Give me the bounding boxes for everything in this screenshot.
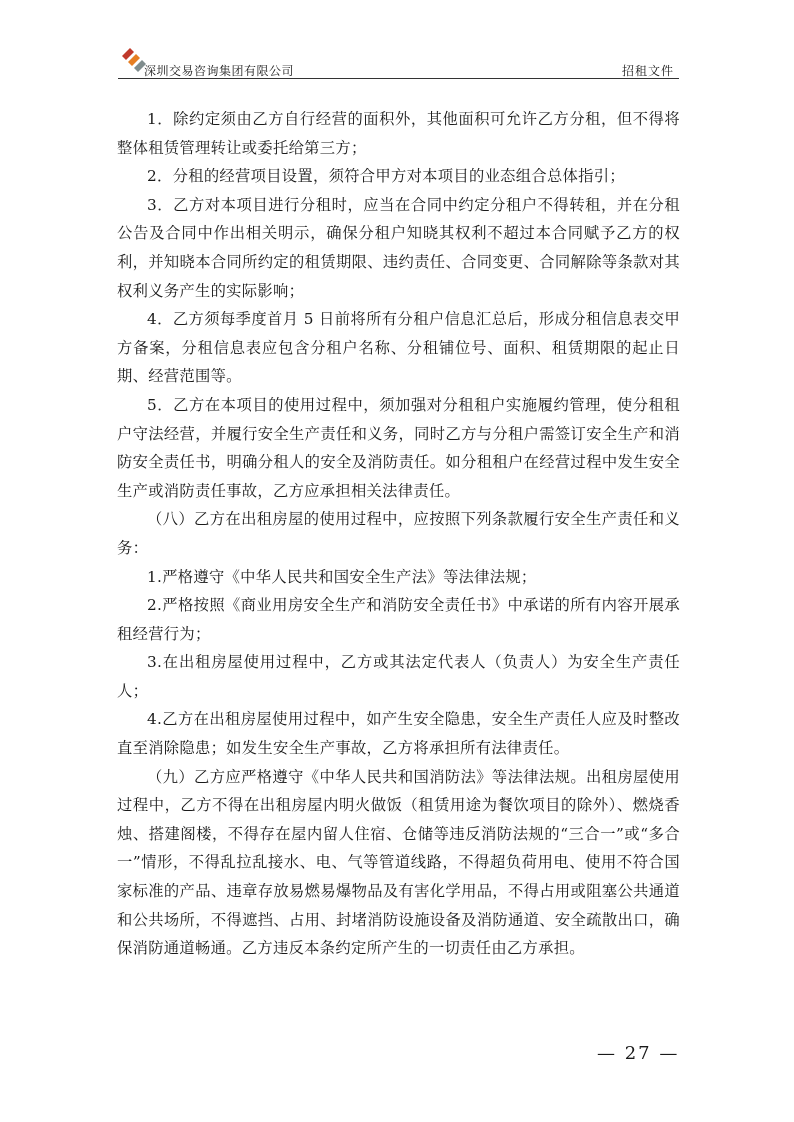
document-body: [117, 105, 680, 963]
clause-paragraph: 1.严格遵守《中华人民共和国安全生产法》等法律法规；: [147, 567, 537, 586]
header-divider: [118, 78, 679, 79]
clause-paragraph: 1．除约定须由乙方自行经营的面积外，其他面积可允许乙方分租，但不得将整体租赁管理转让或委托给第三方；: [117, 110, 680, 157]
clause-paragraph: 5．乙方在本项目的使用过程中，须加强对分租租户实施履约管理，使分租租户守法经营，并履行安全生产责任和义务，同时乙方与分租户需签订安全生产和消防安全责任书，明确分租人的安全及消防责任。如分租租户在经营过程中发生安全生产或消防责任事故，乙方应承担相关法律责任。: [117, 395, 680, 500]
section-paragraph: （九）乙方应严格遵守《中华人民共和国消防法》等法律法规。出租房屋使用过程中，乙方不得在出租房屋内明火做饭（租赁用途为餐饮项目的除外）、燃烧香烛、搭建阁楼，不得存在屋内留人住宿、仓储等违反消防法规的“三合一”或“多合一”情形，不得乱拉乱接水、电、气等管道线路，不得超负荷用电、使用不符合国家标准的产品、违章存放易燃易爆物品及有害化学用品，不得占用或阻塞公共通道和公共场所，不得遮挡、占用、封堵消防设施设备及消防通道、安全疏散出口，确保消防通道畅通。乙方违反本条约定所产生的一切责任由乙方承担。: [117, 767, 680, 958]
section-paragraph: （八）乙方在出租房屋的使用过程中，应按照下列条款履行安全生产责任和义务：: [117, 510, 680, 557]
clause-paragraph: 2．分租的经营项目设置，须符合甲方对本项目的业态组合总体指引；: [147, 167, 625, 186]
clause-paragraph: 2.严格按照《商业用房安全生产和消防安全责任书》中承诺的所有内容开展承租经营行为；: [117, 596, 680, 643]
page-number: — 27 —: [597, 1043, 680, 1064]
company-name: 深圳交易咨询集团有限公司: [144, 64, 295, 78]
clause-paragraph: 3．乙方对本项目进行分租时，应当在合同中约定分租户不得转租，并在分租公告及合同中作出相关明示，确保分租户知晓其权利不超过本合同赋予乙方的权利，并知晓本合同所约定的租赁期限、违约责任、合同变更、合同解除等条款对其权利义务产生的实际影响；: [117, 195, 680, 300]
clause-paragraph: 3.在出租房屋使用过程中，乙方或其法定代表人（负责人）为安全生产责任人；: [117, 653, 680, 700]
page-header: [118, 38, 678, 78]
document-type: 招租文件: [621, 64, 674, 78]
clause-paragraph: 4.乙方在出租房屋使用过程中，如产生安全隐患，安全生产责任人应及时整改直至消除隐患；如发生安全生产事故，乙方将承担所有法律责任。: [117, 710, 680, 758]
clause-paragraph: 4．乙方须每季度首月 5 日前将所有分租户信息汇总后，形成分租信息表交甲方备案，分租信息表应包含分租户名称、分租铺位号、面积、租赁期限的起止日期、经营范围等。: [117, 310, 680, 386]
